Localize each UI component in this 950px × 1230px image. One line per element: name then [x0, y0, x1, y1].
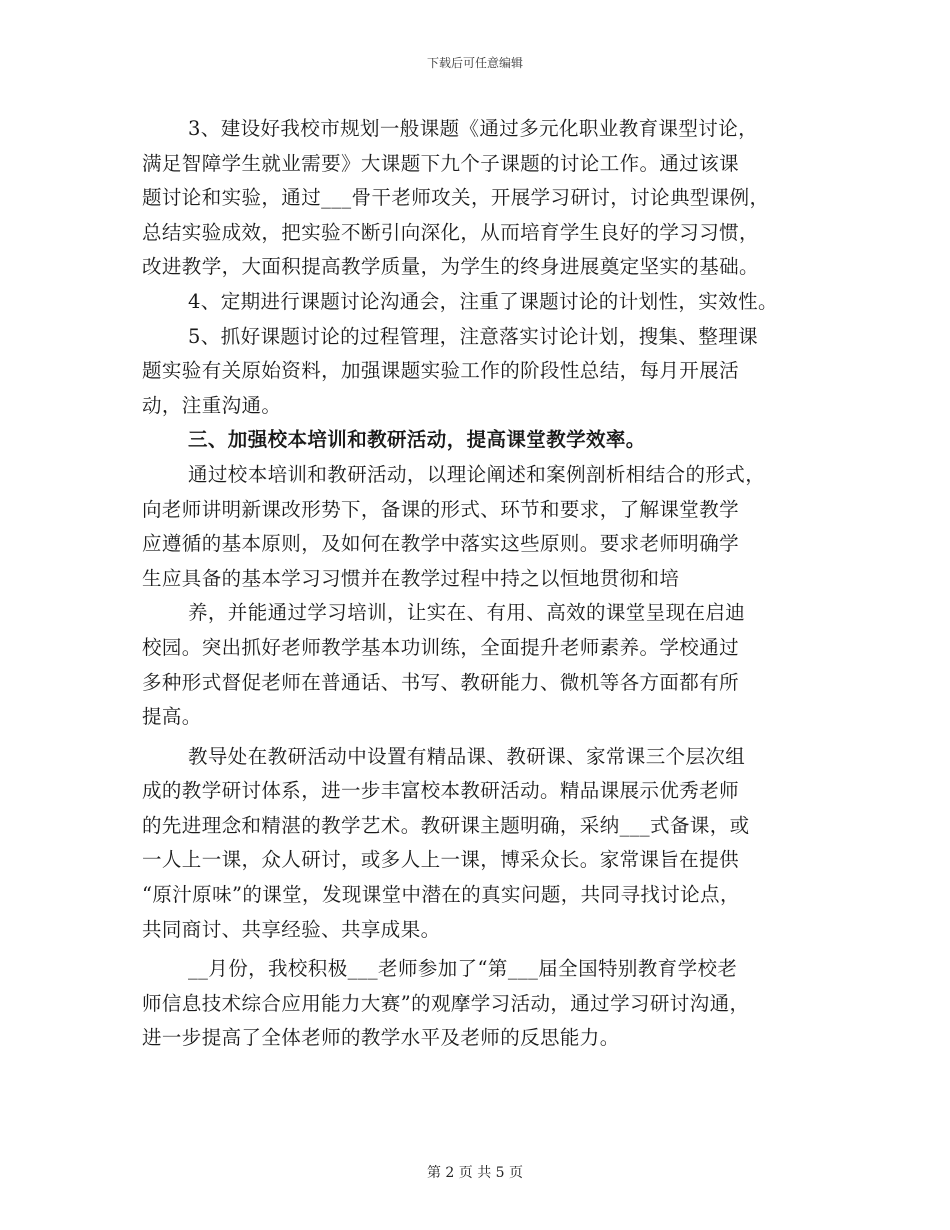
document-body	[142, 112, 832, 1056]
paragraph-line: 3、建设好我校市规划一般课题《通过多元化职业教育课型讨论，	[188, 117, 759, 140]
paragraph-line: 生应具备的基本学习习惯并在教学过程中持之以恒地贯彻和培	[142, 566, 680, 590]
paragraph-line: 进一步提高了全体老师的教学水平及老师的反思能力。	[142, 1026, 620, 1050]
header-note: 下载后可任意编辑	[426, 56, 523, 70]
paragraph-line: 的先进理念和精湛的教学艺术。教研课主题明确，采纳___式备课，或	[142, 813, 750, 837]
paragraph-line: 4、定期进行课题讨论沟通会，注重了课题讨论的计划性，实效性。	[188, 289, 778, 313]
paragraph-line: 提高。	[142, 705, 202, 729]
paragraph-line: “原汁原味”的课堂，发现课堂中潜在的真实问题，共同寻找讨论点，	[142, 883, 740, 907]
paragraph-line: 应遵循的基本原则，及如何在教学中落实这些原则。要求老师明确学	[142, 532, 740, 556]
paragraph-line: 养，并能通过学习培训，让实在、有用、高效的课堂呈现在启迪	[188, 601, 746, 625]
paragraph-line: 通过校本培训和教研活动，以理论阐述和案例剖析相结合的形式，	[188, 462, 766, 486]
paragraph-line: 校园。突出抓好老师教学基本功训练，全面提升老师素养。学校通过	[142, 635, 740, 659]
paragraph-line: 题讨论和实验，通过___骨干老师攻关，开展学习研讨，讨论典型课例，	[142, 186, 770, 210]
paragraph-line: 多种形式督促老师在普通话、书写、教研能力、微机等各方面都有所	[142, 670, 740, 694]
paragraph-line: 共同商讨、共享经验、共享成果。	[142, 917, 441, 941]
paragraph-line: 5、抓好课题讨论的过程管理，注意落实讨论计划，搜集、整理课	[188, 324, 759, 348]
paragraph-line: __月份，我校积极___老师参加了“第___届全国特别教育学校老	[188, 957, 738, 981]
paragraph-line: 成的教学研讨体系，进一步丰富校本教研活动。精品课展示优秀老师	[142, 779, 740, 803]
paragraph-line: 师信息技术综合应用能力大赛”的观摩学习活动，通过学习研讨沟通，	[142, 991, 750, 1015]
paragraph-line: 教导处在教研活动中设置有精品课、教研课、家常课三个层次组	[188, 744, 746, 768]
section-heading: 三、加强校本培训和教研活动，提高课堂教学效率。	[188, 428, 646, 452]
paragraph-line: 满足智障学生就业需要》大课题下九个子课题的讨论工作。通过该课	[142, 151, 740, 175]
paragraph-line: 改进教学，大面积提高教学质量，为学生的终身进展奠定坚实的基础。	[142, 255, 759, 279]
page-indicator: 第 2 页 共 5 页	[426, 1165, 524, 1181]
paragraph-line: 题实验有关原始资料，加强课题实验工作的阶段性总结，每月开展活	[142, 359, 740, 383]
paragraph-line: 动，注重沟通。	[142, 393, 282, 417]
paragraph-line: 向老师讲明新课改形势下，备课的形式、环节和要求，了解课堂教学	[142, 497, 740, 521]
paragraph-line: 总结实验成效，把实验不断引向深化，从而培育学生良好的学习习惯，	[142, 220, 759, 244]
paragraph-line: 一人上一课，众人研讨，或多人上一课，博采众长。家常课旨在提供	[142, 848, 740, 872]
